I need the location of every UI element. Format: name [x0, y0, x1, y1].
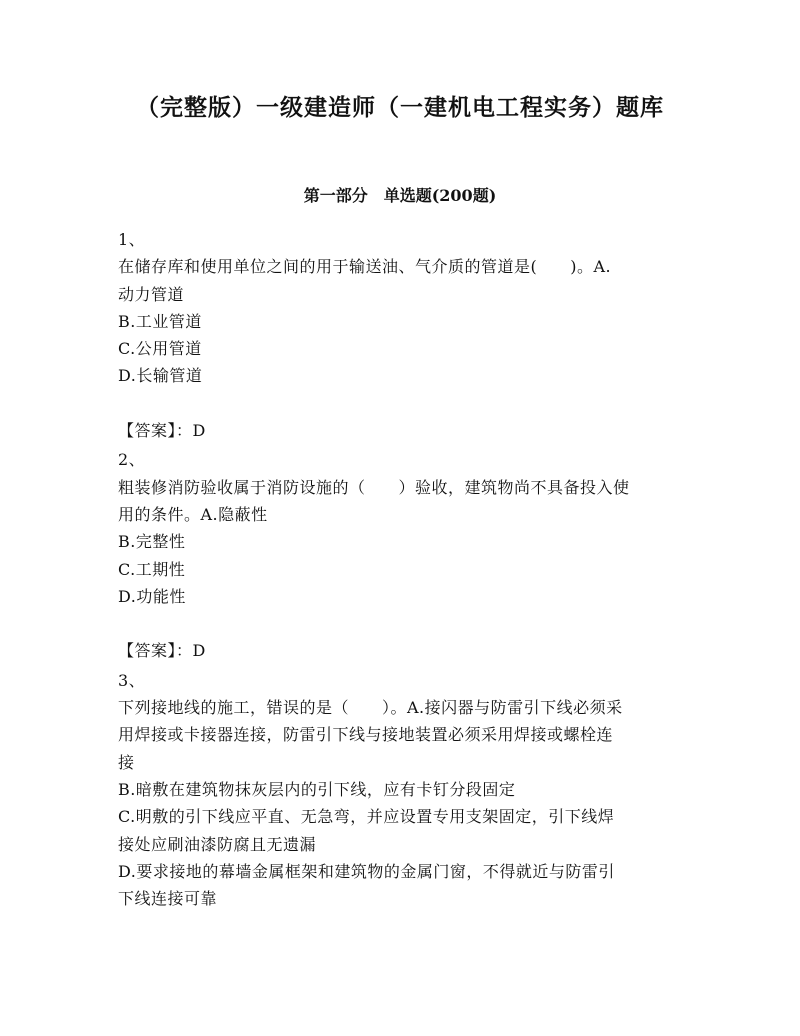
question-text-line: 粗装修消防验收属于消防设施的（ ）验收，建筑物尚不具备投入使: [118, 477, 630, 497]
option-d: D.要求接地的幕墙金属框架和建筑物的金属门窗，不得就近与防雷引: [118, 861, 615, 881]
option-b: B.暗敷在建筑物抹灰层内的引下线，应有卡钉分段固定: [118, 779, 516, 799]
blank-line: [118, 610, 688, 637]
document-title: （完整版）一级建造师（一建机电工程实务）题库: [136, 94, 664, 121]
question-text-line: 下列接地线的施工，错误的是（ ）。A.接闪器与防雷引下线必须采: [118, 698, 623, 718]
option-d: D.长输管道: [118, 366, 203, 386]
question-text-line: 用的条件。A.隐蔽性: [118, 504, 268, 524]
question-text-line: 接: [118, 752, 135, 772]
section-title: 第一部分 单选题(200题): [303, 186, 497, 205]
question-text-line: 在储存库和使用单位之间的用于输送油、气介质的管道是( )。A.: [118, 257, 612, 277]
option-c-continued: 接处应刷油漆防腐且无遗漏: [118, 834, 317, 854]
option-c: C.公用管道: [118, 339, 202, 359]
question-item: [118, 667, 688, 913]
option-c: C.明敷的引下线应平直、无急弯，并应设置专用支架固定，引下线焊: [118, 807, 615, 827]
option-d: D.功能性: [118, 586, 186, 606]
option-b: B.完整性: [118, 532, 186, 552]
answer-line: 【答案】：D: [118, 641, 206, 661]
blank-line: [118, 390, 688, 417]
question-list: [118, 226, 688, 912]
question-item: [118, 226, 688, 444]
question-text-line: 用焊接或卡接器连接，防雷引下线与接地装置必须采用焊接或螺栓连: [118, 725, 614, 745]
answer-line: 【答案】：D: [118, 421, 206, 441]
question-number: 1、: [118, 230, 146, 249]
question-number: 3、: [118, 670, 146, 690]
option-c: C.工期性: [118, 559, 186, 579]
option-d-continued: 下线连接可靠: [118, 889, 218, 909]
question-item: [118, 446, 688, 664]
question-text-line: 动力管道: [118, 284, 185, 304]
option-b: B.工业管道: [118, 311, 202, 331]
question-number: 2、: [118, 450, 146, 470]
